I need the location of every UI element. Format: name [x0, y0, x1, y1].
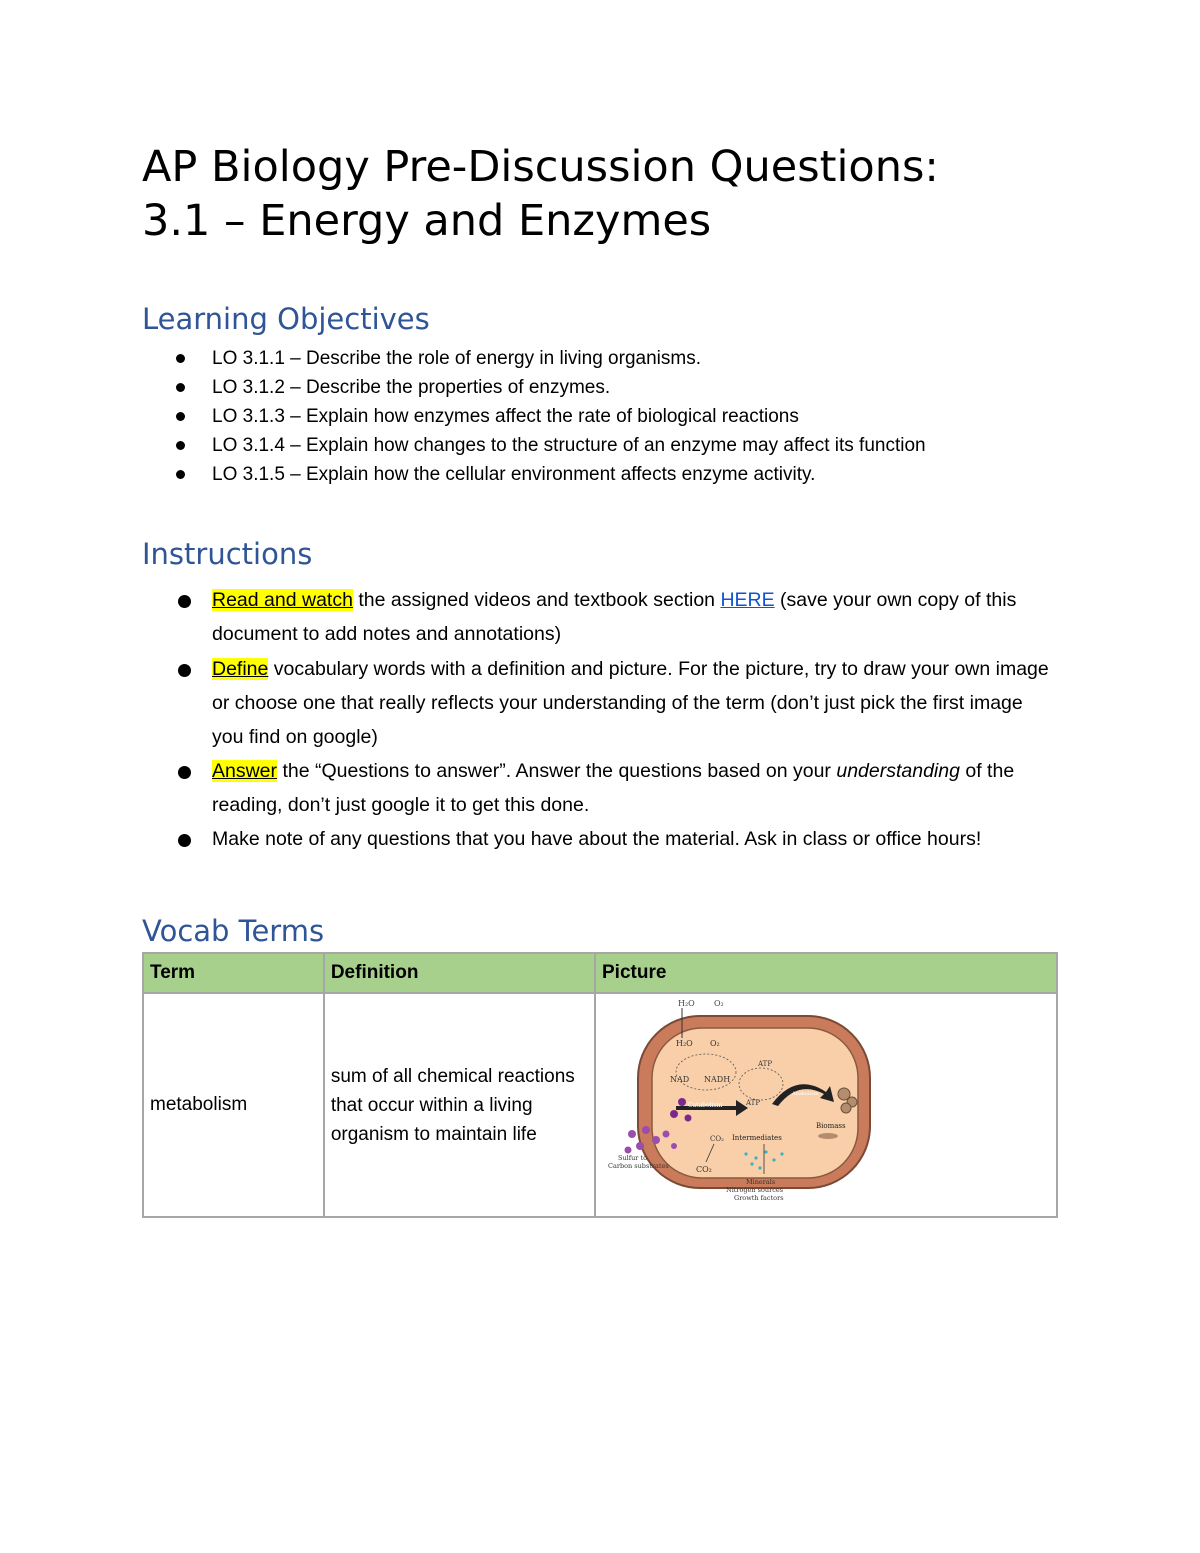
substrate-molecule-icon	[652, 1136, 660, 1144]
biomass-blob-icon	[841, 1103, 851, 1113]
column-header-term: Term	[143, 953, 324, 993]
objective-text: LO 3.1.1 – Describe the role of energy in living organisms.	[212, 348, 701, 369]
bullet-icon	[176, 383, 185, 392]
instruction-text: the assigned videos and textbook section	[352, 589, 721, 611]
highlighted-text: Define	[212, 658, 269, 680]
list-item	[172, 460, 926, 489]
substrate-molecule-icon	[671, 1143, 677, 1149]
mineral-dot-icon	[754, 1156, 757, 1159]
list-item	[172, 652, 1052, 754]
term-cell: metabolism	[143, 993, 324, 1217]
table-row	[143, 993, 1057, 1217]
mineral-dot-icon	[780, 1152, 783, 1155]
label-minerals: Minerals	[746, 1178, 776, 1186]
list-item	[172, 822, 1052, 856]
title-line-1: AP Biology Pre-Discussion Questions:	[142, 142, 939, 192]
label-o2-top: O₂	[714, 999, 724, 1008]
italic-text: understanding	[836, 760, 960, 782]
vocab-table	[142, 952, 1058, 1218]
label-growth-factors: Growth factors	[734, 1194, 784, 1202]
title-line-2: 3.1 – Energy and Enzymes	[142, 196, 712, 246]
substrate-molecule-icon	[678, 1098, 686, 1106]
substrate-molecule-icon	[625, 1147, 632, 1154]
bullet-icon	[176, 441, 185, 450]
mineral-dot-icon	[764, 1150, 767, 1153]
mineral-dot-icon	[750, 1162, 753, 1165]
mineral-dot-icon	[758, 1166, 761, 1169]
table-header-row	[143, 953, 1057, 993]
instruction-text: vocabulary words with a definition and picture. For the picture, try to draw your own image or choose one that really reflects your understanding of the term (don’t just pick the first image you find on google)	[212, 658, 1049, 748]
document-title	[142, 140, 939, 248]
objective-text: LO 3.1.4 – Explain how changes to the structure of an enzyme may affect its function	[212, 435, 926, 456]
list-item	[172, 402, 926, 431]
vocab-terms-heading: Vocab Terms	[142, 914, 325, 948]
bullet-icon	[178, 766, 191, 779]
mineral-dot-icon	[744, 1152, 747, 1155]
list-item	[172, 344, 926, 373]
label-nad: NAD	[670, 1075, 690, 1084]
biomass-pellet-icon	[818, 1133, 838, 1139]
column-header-picture: Picture	[595, 953, 1057, 993]
list-item	[172, 754, 1052, 822]
label-atp: ATP	[758, 1060, 773, 1068]
label-biomass: Biomass	[816, 1122, 846, 1130]
objective-text: LO 3.1.5 – Explain how the cellular environment affects enzyme activity.	[212, 464, 816, 485]
substrate-molecule-icon	[685, 1115, 692, 1122]
label-o2-inner: O₂	[710, 1039, 720, 1048]
list-item	[172, 373, 926, 402]
label-intermediates: Intermediates	[732, 1134, 782, 1142]
column-header-definition: Definition	[324, 953, 595, 993]
picture-cell	[595, 993, 1057, 1217]
metabolism-diagram	[596, 994, 1056, 1216]
learning-objectives-heading: Learning Objectives	[142, 302, 430, 336]
list-item	[172, 583, 1052, 651]
learning-objectives-list	[172, 344, 926, 489]
label-co2-outer: CO₂	[696, 1165, 712, 1174]
instruction-text: the “Questions to answer”. Answer the questions based on your	[277, 760, 837, 782]
highlighted-text: Read and watch	[212, 589, 353, 611]
objective-text: LO 3.1.2 – Describe the properties of enzymes.	[212, 377, 611, 398]
here-link[interactable]: HERE	[720, 589, 775, 611]
label-anabolism: Anabolism	[792, 1091, 819, 1097]
substrate-molecule-icon	[628, 1130, 636, 1138]
bullet-icon	[178, 664, 191, 677]
bullet-icon	[176, 470, 185, 479]
instructions-list	[172, 583, 1052, 856]
instruction-text: Make note of any questions that you have about the material. Ask in class or office hours!	[212, 828, 982, 850]
definition-cell: sum of all chemical reactions that occur within a living organism to maintain life	[324, 993, 595, 1217]
list-item	[172, 431, 926, 460]
substrate-molecule-icon	[636, 1142, 644, 1150]
mineral-dot-icon	[772, 1158, 775, 1161]
label-co2-inner: CO₂	[710, 1135, 724, 1143]
highlighted-text: Answer	[212, 760, 278, 782]
label-catabolism: Catabolism	[688, 1102, 723, 1109]
label-h2o-inner: H₂O	[676, 1039, 693, 1048]
substrate-molecule-icon	[670, 1110, 678, 1118]
instruction-text: (save your own copy of this document to add notes and annotations)	[212, 589, 1017, 645]
bullet-icon	[176, 354, 185, 363]
label-nitrogen: Nitrogen sources	[726, 1186, 784, 1194]
instruction-text: of the reading, don’t just google it to get this done.	[212, 760, 1015, 816]
label-nadh: NADH	[704, 1075, 731, 1084]
label-atp-2: ATP	[746, 1099, 761, 1107]
substrate-molecule-icon	[642, 1126, 650, 1134]
bullet-icon	[178, 834, 191, 847]
objective-text: LO 3.1.3 – Explain how enzymes affect the rate of biological reactions	[212, 406, 799, 427]
label-h2o-top: H₂O	[678, 999, 695, 1008]
label-carbon-source-2: Carbon substrates	[608, 1162, 669, 1170]
label-carbon-source-1: Sulfur to	[618, 1154, 648, 1162]
substrate-molecule-icon	[663, 1131, 670, 1138]
bullet-icon	[176, 412, 185, 421]
instructions-heading: Instructions	[142, 537, 313, 571]
bullet-icon	[178, 595, 191, 608]
